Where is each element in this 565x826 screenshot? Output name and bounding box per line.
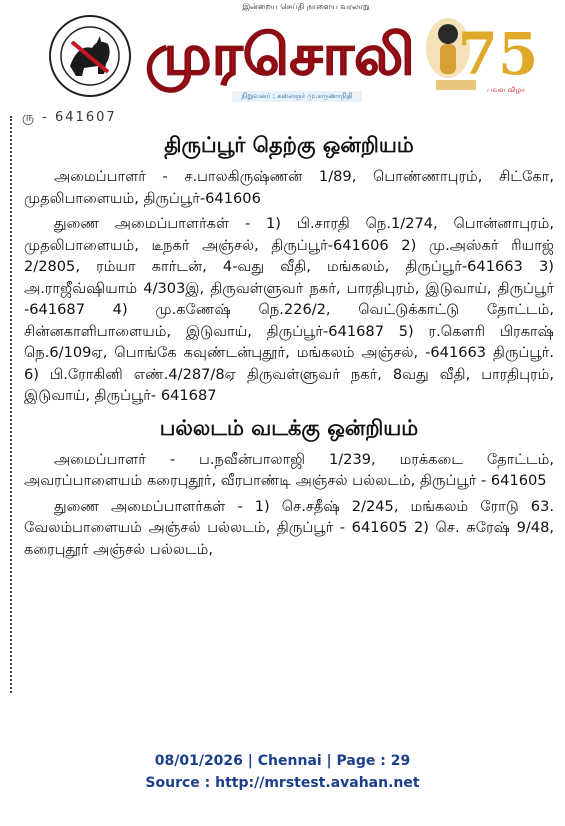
section-2-paragraph-2: துணை அமைப்பாளர்கள் - 1) செ.சதீஷ் 2/245, மங்கலம் ரோடு 63. வேலம்பாளையம் அஞ்சல் பல்லடம், திருப்பூர் - 641605 2) செ. சுரேஷ் 9/48, கரைபுதூர் அஞ்சல் பல்லடம்,	[24, 497, 554, 558]
source-footer	[0, 750, 565, 794]
party-seal-icon	[48, 14, 132, 98]
murasoli-logo	[140, 14, 420, 88]
anniversary-75-emblem	[418, 8, 539, 104]
section-heading-palladam-north: பல்லடம் வடக்கு ஒன்றியம்	[159, 415, 419, 440]
svg-text:பவள விழா: பவள விழா	[487, 86, 525, 94]
section-heading-tiruppur-south: திருப்பூர் தெற்கு ஒன்றியம்	[164, 133, 414, 157]
svg-text:முரசொலி: முரசொலி	[145, 23, 397, 88]
section-2-paragraph-1: அமைப்பாளர் - ப.நவீன்பாலாஜி 1/239, மரக்கடை தோட்டம், அவரப்பாளையம் கரைபுதூர், வீரபாண்டி அஞ்சல் பல்லடம், திருப்பூர் - 641605	[24, 450, 554, 489]
masthead-founder-tag: நிறுவனர் : கலைஞர் மு.கருணாநிதி	[232, 91, 362, 102]
clipping-left-edge	[10, 116, 16, 693]
footer-source-link[interactable]: Source : http://mrstest.avahan.net	[145, 775, 420, 791]
footer-date-page: 08/01/2026 | Chennai | Page : 29	[154, 753, 411, 769]
section-1-paragraph-2: துணை அமைப்பாளர்கள் - 1) பி.சாரதி நெ.1/274, பொன்னாபுரம், முதலிபாளையம், டீநகர் அஞ்சல், திருப்பூர்-641606 2) மு.அஸ்கர் ரியாஜ் 2/2805, ரம்யா கார்டன், 4-வது வீதி, மங்கலம், திருப்பூர்-641663 3) அ.ராஜீவ்ஷியாம் 4/303இ, திருவள்ளுவர் நகர், பாரதிபுரம், இடுவாய், திருப்பூர் -641687 4) மு.கணேஷ் நெ.226/2, வெட்டுக்காட்டு தோட்டம், சின்னகாளிபாளையம், இடுவாய், திருப்பூர்-641687 5) ர.கௌரி பிரகாஷ் நெ.6/109ஏ, பொங்கே கவுண்டன்புதூர், மங்கலம் அஞ்சல், -641663 திருப்பூர். 6) பி.ரோகினி எண்.4/287/8ஏ திருவள்ளுவர் நகர், 8வது வீதி, பாரதிபுரம், இடுவாய், திருப்பூர்- 641687	[24, 215, 554, 404]
svg-text:75: 75	[457, 20, 539, 88]
masthead-tagline: இன்றைய செய்தி நாளைய வரலாறு	[242, 2, 370, 11]
cutoff-previous-line: ரு - 641607	[22, 110, 117, 125]
section-1-paragraph-1: அமைப்பாளர் - ச.பாலகிருஷ்ணன் 1/89, பொண்ணாபுரம், சிட்கோ, முதலிபாளையம், திருப்பூர்-641606	[24, 168, 554, 207]
article-body	[24, 130, 554, 560]
masthead	[0, 0, 565, 112]
